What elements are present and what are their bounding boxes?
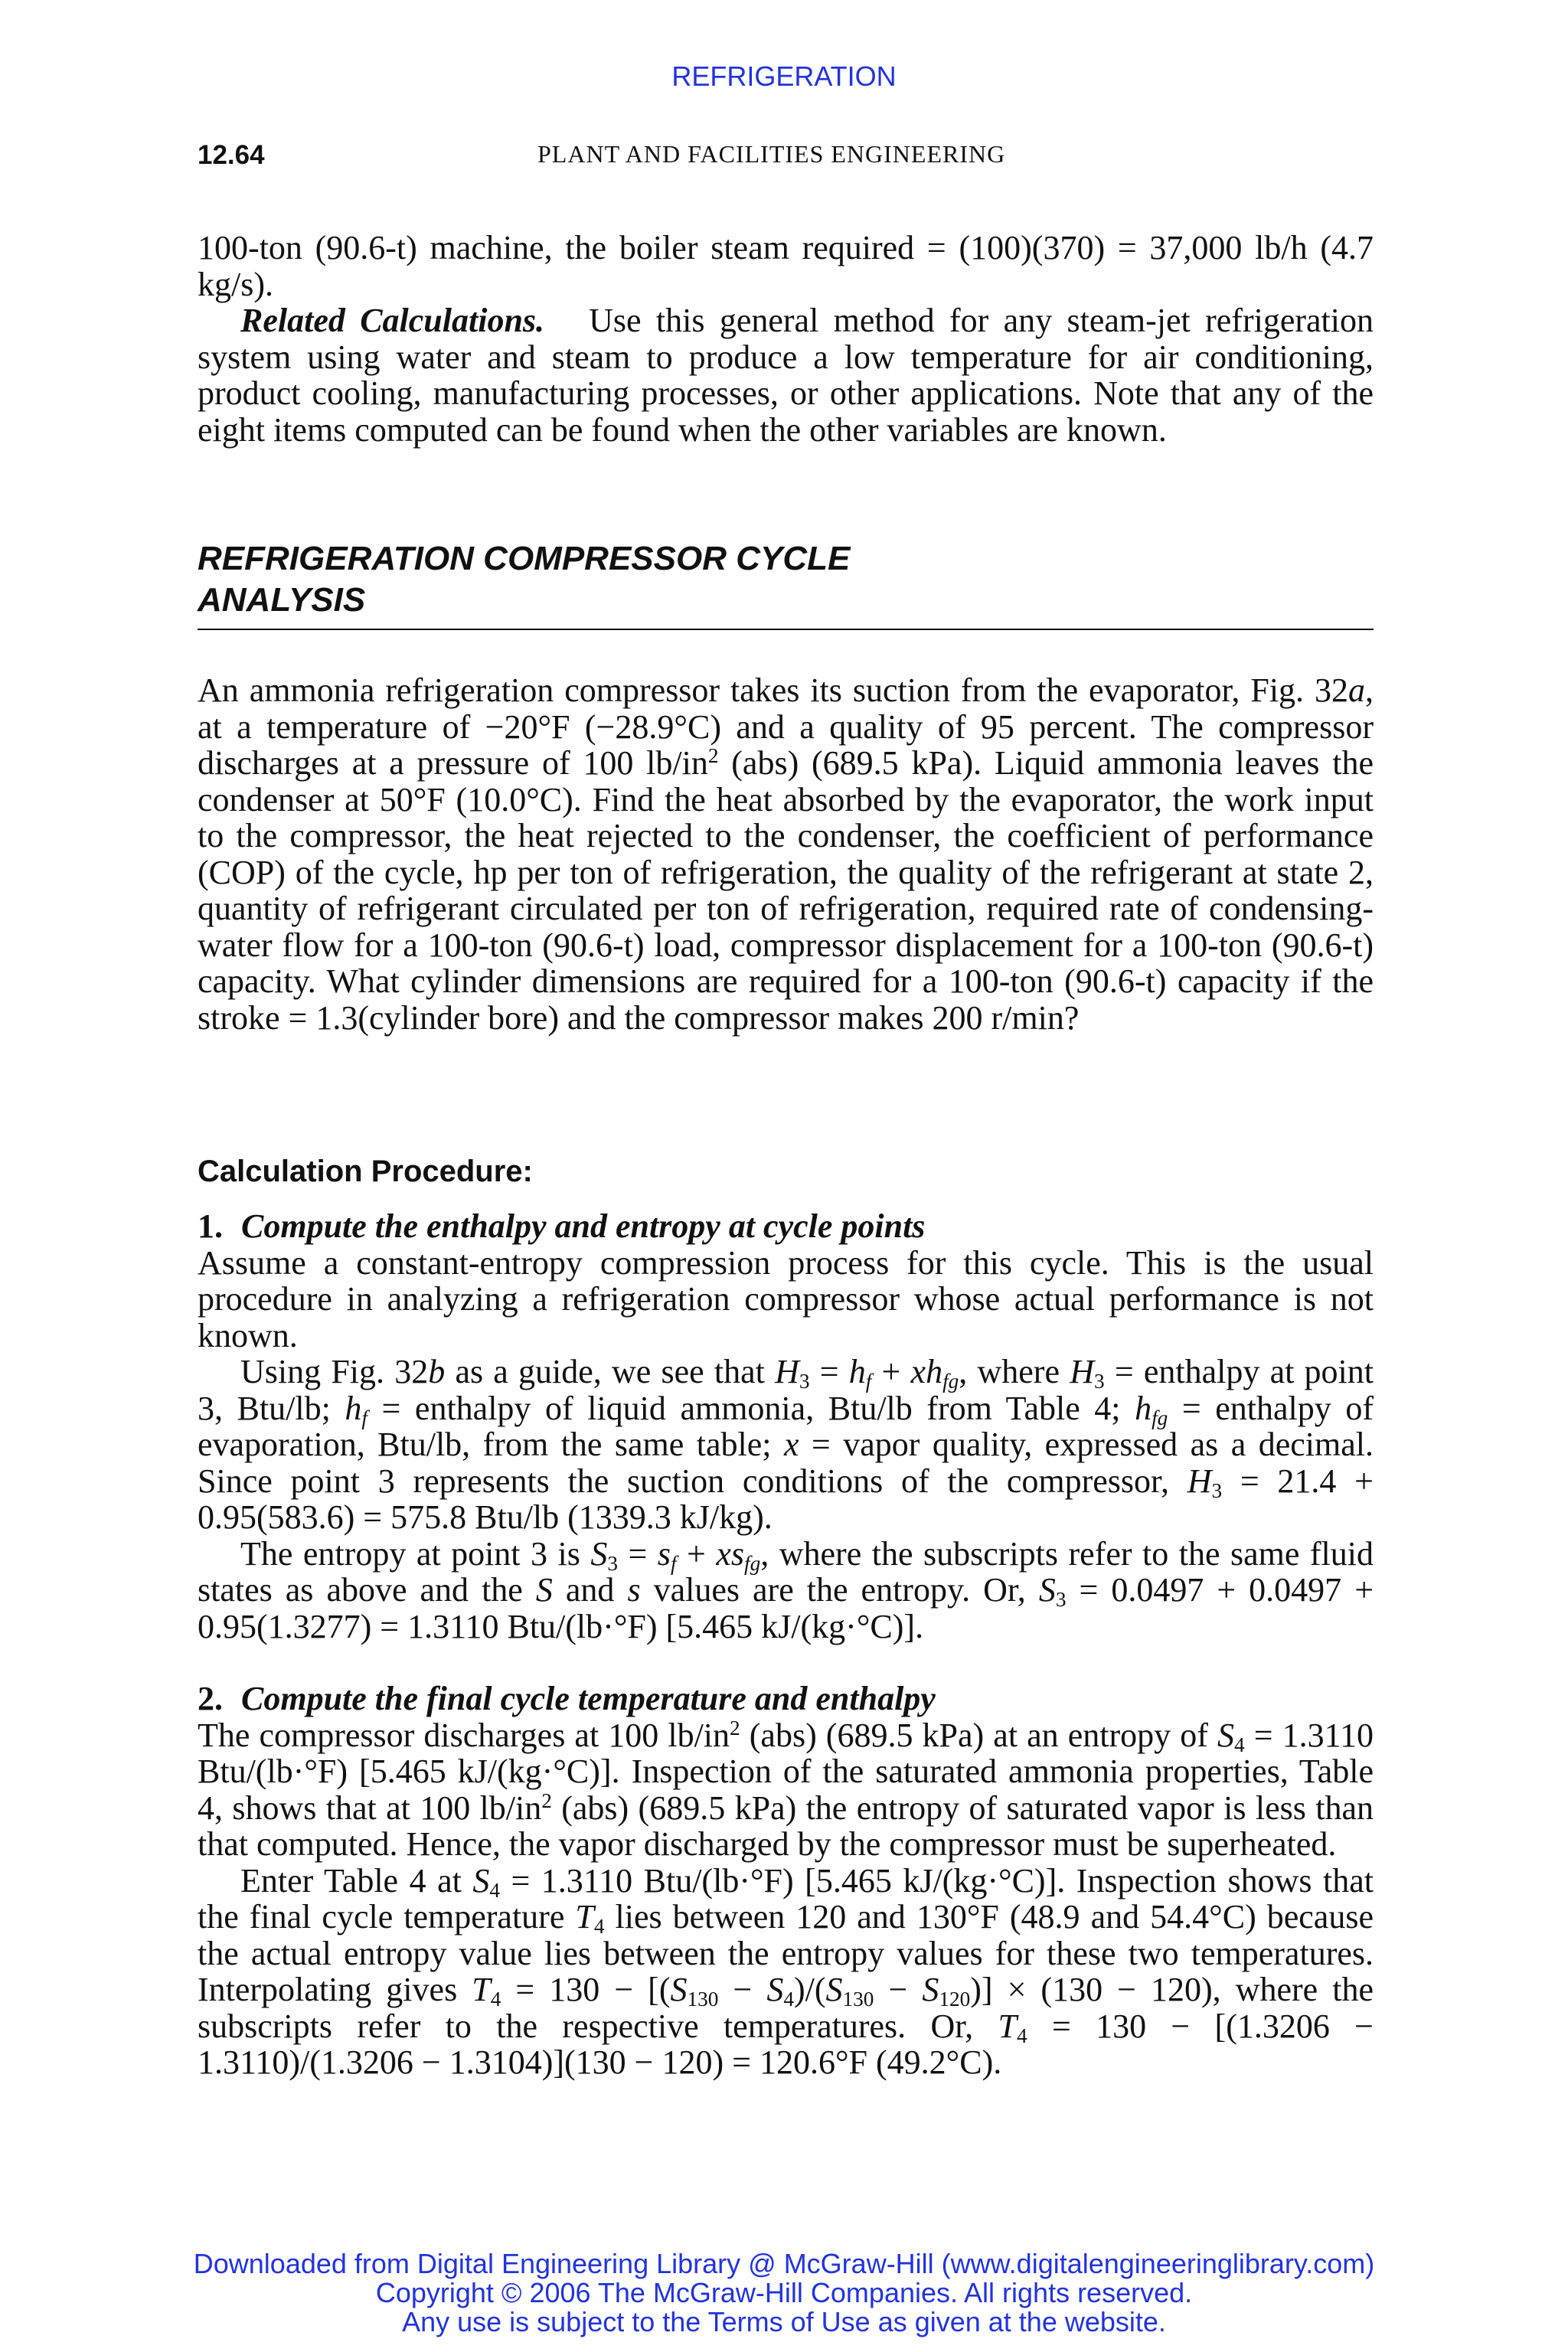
related-calculations-text: Use this general method for any steam-jet refrigeration system using water and steam to produce a low temperature for air conditioning, product cooling, manufacturing processes, or other applications. Note that any of the eight items computed can be found when the other variables are known. <box>198 302 1374 449</box>
step1-block <box>198 1208 1374 1645</box>
intro-block <box>198 230 1374 448</box>
problem-text-b: , at a temperature of −20°F (−28.9°C) and a quality of 95 percent. The compressor discharges at a pressure of 100 lb/in <box>198 671 1374 782</box>
running-head <box>198 140 1374 177</box>
step2-title: Compute the final cycle temperature and enthalpy <box>241 1680 936 1717</box>
step2-number: 2. <box>198 1680 223 1717</box>
step1-paragraph-1: Assume a constant-entropy compression process for this cycle. This is the usual procedure in analyzing a refrigeration compressor whose actual performance is not known. <box>198 1243 1374 1354</box>
fig-letter: a <box>1348 671 1365 709</box>
section-title <box>198 538 1374 630</box>
step1-paragraph-3: The entropy at point 3 is $S_3 = s_f + xs_{fg}$, where the subscripts refer to the same fluid states as above and the S and s values are the entropy. Or, $S_3 = 0.0497 + 0.0497 + 0.95(1.3277) = 1.3110$ Btu/(lb·°F) [5.465 kJ/(kg·°C)]. <box>198 1534 1374 1645</box>
problem-statement <box>198 672 1374 1036</box>
footer-download-link[interactable]: Downloaded from Digital Engineering Library @ McGraw-Hill (www.digitalengineeringlibrary.com) <box>193 2248 1375 2279</box>
footer-terms: Any use is subject to the Terms of Use as given at the website. <box>402 2306 1166 2337</box>
chapter-link[interactable]: REFRIGERATION <box>671 60 897 92</box>
step1-paragraph-2: Using Fig. 32b as a guide, we see that $H_3 = h_f + xh_{fg}$, where $H_3$ = enthalpy at point 3, Btu/lb; $h_f$ = enthalpy of liquid ammonia, Btu/lb from Table 4; $h_{fg}$ = enthalpy of evaporation, Btu/lb, from the same table; x = vapor quality, expressed as a decimal. Since point 3 represents the suction conditions of the compressor, $H_3 = 21.4 + 0.95(583.6) = 575.8$ Btu/lb (1339.3 kJ/kg). <box>198 1353 1374 1536</box>
calculation-procedure-heading: Calculation Procedure: <box>198 1155 533 1188</box>
step2-heading <box>198 1681 1374 1717</box>
problem-block <box>198 672 1374 1036</box>
step2-paragraph-1: The compressor discharges at 100 $lb/in^2$ (abs) (689.5 kPa) at an entropy of $S_4 = 1.3110$ Btu/(lb·°F) [5.465 kJ/(kg·°C)]. Inspection of the saturated ammonia properties, Table 4, shows that at 100 $lb/in^2$ (abs) (689.5 kPa) the entropy of saturated vapor is less than that computed. Hence, the vapor discharged by the compressor must be superheated. <box>198 1716 1374 1863</box>
related-calculations-label: Related Calculations. <box>240 302 545 339</box>
step2-paragraph-2: Enter Table 4 at $S_4 = 1.3110$ Btu/(lb·°F) [5.465 kJ/(kg·°C)]. Inspection shows that the final cycle temperature $T_4$ lies between 120 and 130°F (48.9 and 54.4°C) because the actual entropy value lies between the entropy values for these two temperatures. Interpolating gives $T_4 = 130 - [(S_{130} - S_4)/(S_{130} - S_{120})] \times (130 - 120)$, where the subscripts refer to the respective temperatures. Or, $T_4 = 130 - [(1.3206 - 1.3110)/(1.3206 - 1.3104)](130 - 120) = 120.6^\circ F$ (49.2°C). <box>198 1861 1374 2081</box>
section-title-line2: ANALYSIS <box>198 581 366 619</box>
footer-notice <box>0 2249 1568 2337</box>
step1-heading <box>198 1208 1374 1245</box>
section-title-line1: REFRIGERATION COMPRESSOR CYCLE <box>198 540 851 577</box>
step1-number: 1. <box>198 1207 223 1245</box>
problem-text-c: (abs) (689.5 kPa). Liquid ammonia leaves the condenser at 50°F (10.0°C). Find the heat absorbed by the evaporator, the work input to the compressor, the heat rejected to the condenser, the coefficient of performance (COP) of the cycle, hp per ton of refrigeration, the quality of the refrigerant at state 2, quantity of refrigerant circulated per ton of refrigeration, required rate of condensing-water flow for a 100-ton (90.6-t) load, compressor displacement for a 100-ton (90.6-t) capacity. What cylinder dimensions are required for a 100-ton (90.6-t) capacity if the stroke = 1.3(cylinder bore) and the compressor makes 200 r/min? <box>198 744 1374 1037</box>
problem-text-a: An ammonia refrigeration compressor takes its suction from the evaporator, Fig. 32 <box>198 671 1348 709</box>
continuation-paragraph: 100-ton (90.6-t) machine, the boiler steam required = (100)(370) = 37,000 lb/h (4.7 kg/s). <box>198 229 1374 303</box>
related-calculations-paragraph <box>198 302 1374 448</box>
step1-title: Compute the enthalpy and entropy at cycle points <box>241 1207 926 1245</box>
running-title: PLANT AND FACILITIES ENGINEERING <box>537 140 1006 168</box>
page-number: 12.64 <box>198 140 265 170</box>
superscript: 2 <box>707 744 719 767</box>
footer-copyright: Copyright © 2006 The McGraw-Hill Companies. All rights reserved. <box>375 2277 1193 2308</box>
step2-block <box>198 1681 1374 2081</box>
